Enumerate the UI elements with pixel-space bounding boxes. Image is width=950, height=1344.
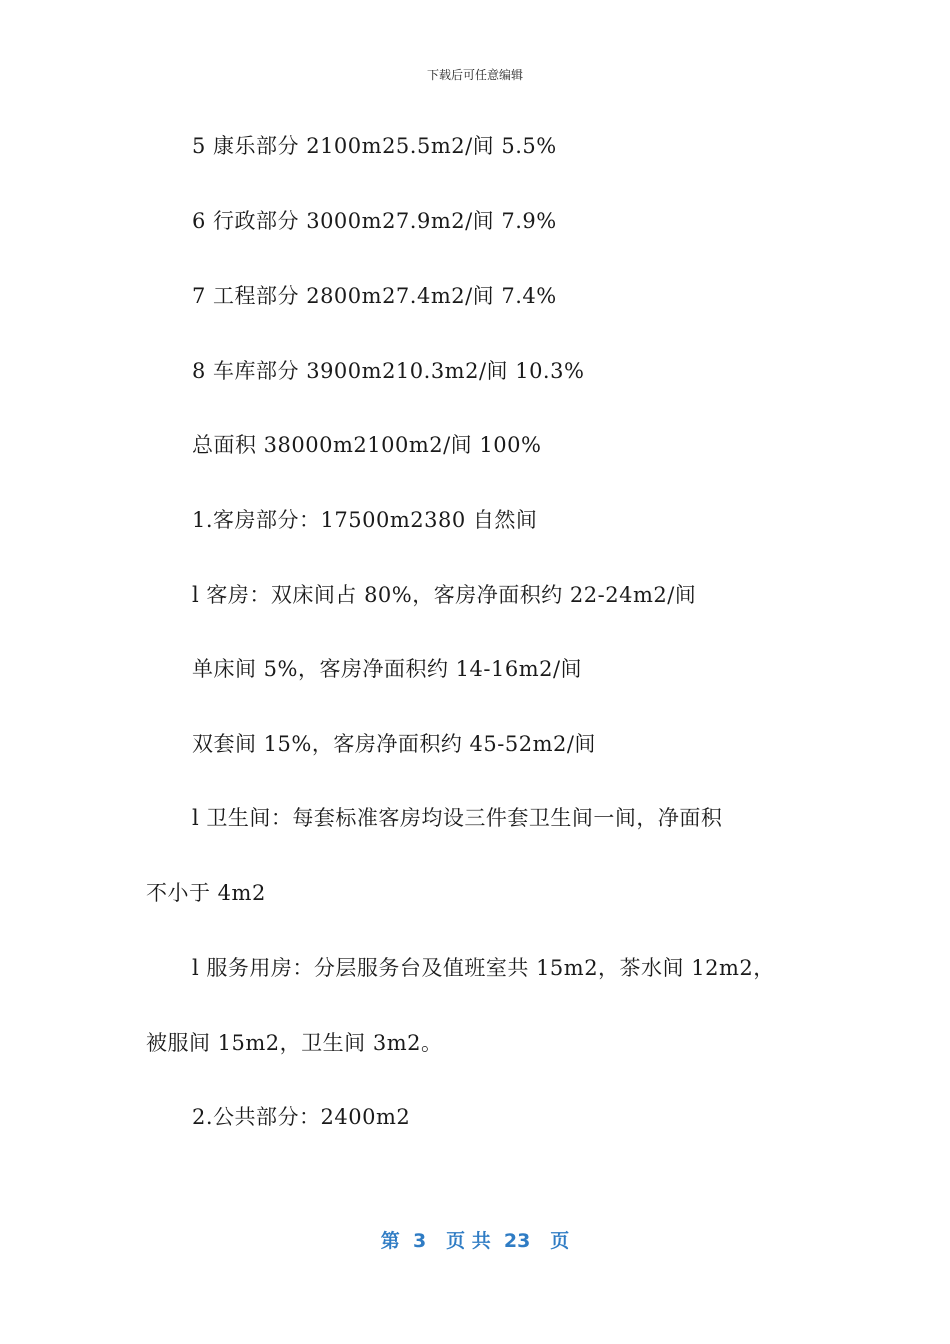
page-header-note: 下载后可任意编辑 bbox=[426, 68, 523, 82]
text-line-guestroom-suite: 双套间 15%，客房净面积约 45-52m2/间 bbox=[192, 732, 596, 756]
text-line-guestroom-double: l 客房：双床间占 80%，客房净面积约 22-24m2/间 bbox=[192, 583, 697, 607]
text-line-bathroom-cont: 不小于 4m2 bbox=[146, 881, 266, 905]
text-line-engineering: 7 工程部分 2800m27.4m2/间 7.4% bbox=[192, 284, 557, 308]
text-line-public-section: 2.公共部分：2400m2 bbox=[192, 1105, 411, 1129]
text-line-garage: 8 车库部分 3900m210.3m2/间 10.3% bbox=[192, 359, 585, 383]
text-line-service-rooms: l 服务用房：分层服务台及值班室共 15m2，茶水间 12m2， bbox=[192, 956, 775, 980]
page-number-footer: 第 3 页 共 23 页 bbox=[380, 1230, 570, 1252]
text-line-service-rooms-cont: 被服间 15m2，卫生间 3m2。 bbox=[146, 1031, 443, 1055]
text-line-total-area: 总面积 38000m2100m2/间 100% bbox=[192, 433, 542, 457]
text-line-guestroom-section: 1.客房部分：17500m2380 自然间 bbox=[192, 508, 538, 532]
text-line-recreation: 5 康乐部分 2100m25.5m2/间 5.5% bbox=[192, 134, 557, 158]
text-line-administration: 6 行政部分 3000m27.9m2/间 7.9% bbox=[192, 209, 557, 233]
text-line-guestroom-single: 单床间 5%，客房净面积约 14-16m2/间 bbox=[192, 657, 583, 681]
text-line-bathroom: l 卫生间：每套标准客房均设三件套卫生间一间，净面积 bbox=[192, 806, 723, 830]
